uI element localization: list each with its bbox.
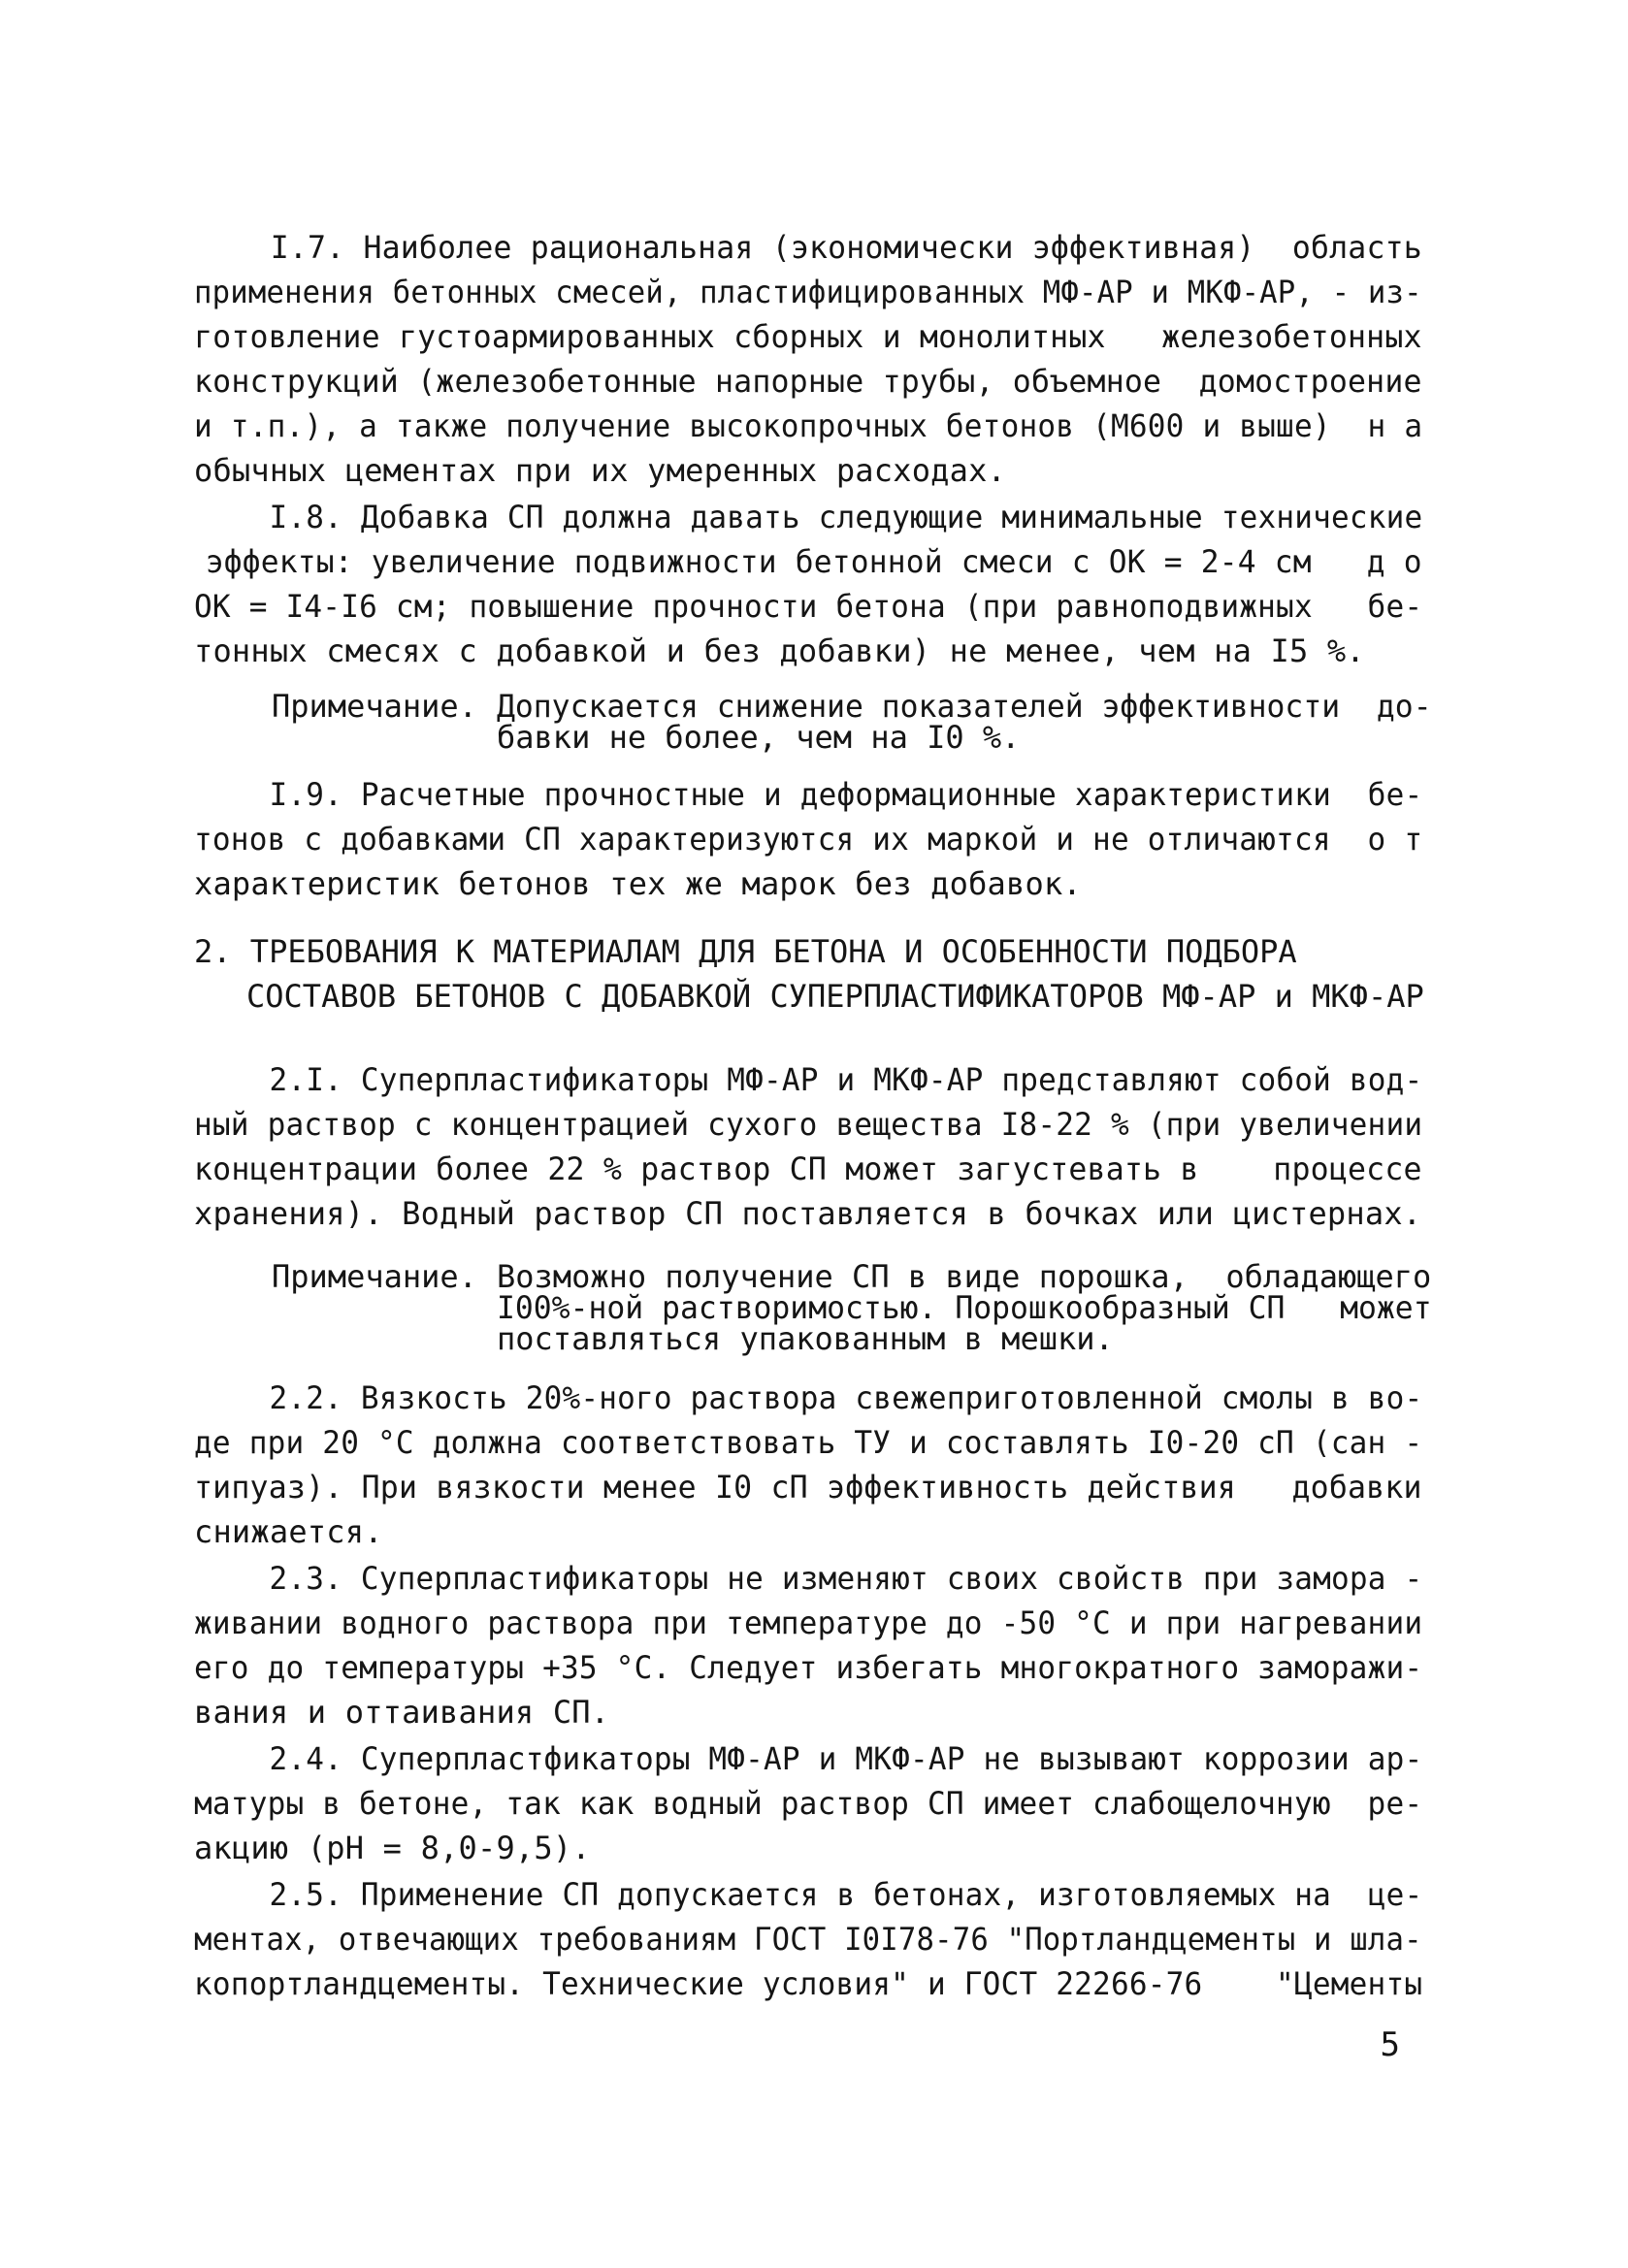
text-line: акцию (рН = 8,0-9,5). <box>194 1830 591 1866</box>
paragraph-1-8 <box>194 495 1426 673</box>
note-line: бавки не более, чем на I0 %. <box>497 719 1021 756</box>
note-label: Примечание. <box>272 688 477 725</box>
text-line: ный раствор с концентрацией сухого вещества I8-22 % (при увеличении <box>194 1106 1423 1143</box>
paragraph-2-1 <box>194 1057 1426 1236</box>
text-line: I.7. Наиболее рациональная (экономически эффективная) область <box>270 229 1422 266</box>
text-line: I.9. Расчетные прочностные и деформационные характеристики бе- <box>269 776 1423 813</box>
note-1 <box>272 688 1436 759</box>
text-line: 2.3. Суперпластификаторы не изменяют своих свойств при замора - <box>269 1560 1423 1597</box>
text-line: I.8. Добавка СП должна давать следующие минимальные технические <box>269 499 1423 535</box>
paragraph-2-2 <box>194 1376 1426 1554</box>
text-line: конструкций (железобетонные напорные трубы, объемное домостроение <box>194 363 1422 400</box>
paragraph-2-5 <box>194 1872 1426 2006</box>
text-line: 2.4. Суперпластфикаторы МФ-АР и МКФ-АР не вызывают коррозии ар- <box>269 1740 1423 1777</box>
paragraph-1-7 <box>194 225 1426 493</box>
text-line: матуры в бетоне, так как водный раствор СП имеет слабощелочную ре- <box>194 1785 1423 1822</box>
text-line: ОК = I4-I6 см; повышение прочности бетона (при равноподвижных бе- <box>194 588 1423 625</box>
text-line: применения бетонных смесей, пластифицированных МФ-АР и МКФ-АР, - из- <box>194 274 1422 310</box>
note-2 <box>272 1258 1436 1358</box>
text-line: хранения). Водный раствор СП поставляется в бочках или цистернах. <box>194 1195 1422 1232</box>
text-line: 2.I. Суперпластификаторы МФ-АР и МКФ-АР представляют собой вод- <box>269 1061 1423 1098</box>
page-number: 5 <box>1380 2025 1400 2064</box>
heading-line: 2. ТРЕБОВАНИЯ К МАТЕРИАЛАМ ДЛЯ БЕТОНА И ОСОБЕННОСТИ ПОДБОРА <box>194 933 1297 970</box>
text-line: типуаз). При вязкости менее I0 сП эффективность действия добавки <box>194 1469 1422 1506</box>
text-line: обычных цементах при их умеренных расходах. <box>194 452 1007 489</box>
text-line: его до температуры +35 °С. Следует избегать многократного заморажи- <box>194 1649 1423 1686</box>
note-label: Примечание. <box>272 1258 477 1295</box>
text-line: концентрации более 22 % раствор СП может загустевать в процессе <box>194 1150 1422 1187</box>
text-line: де при 20 °С должна соответствовать ТУ и составлять I0-20 сП (сан - <box>194 1424 1423 1461</box>
text-line: тонных смесях с добавкой и без добавки) не менее, чем на I5 %. <box>194 632 1365 669</box>
text-line: и т.п.), а также получение высокопрочных бетонов (М600 и выше) н а <box>194 407 1423 444</box>
heading-line: СОСТАВОВ БЕТОНОВ С ДОБАВКОЙ СУПЕРПЛАСТИФИКАТОРОВ МФ-АР и МКФ-АР <box>246 978 1424 1015</box>
paragraph-1-9 <box>194 772 1426 906</box>
text-line: снижается. <box>194 1513 383 1550</box>
paragraph-2-3 <box>194 1556 1426 1734</box>
text-line: живании водного раствора при температуре до -50 °С и при нагревании <box>194 1604 1423 1641</box>
note-line: I00%-ной растворимостью. Порошкообразный СП может <box>497 1289 1432 1326</box>
note-line: поставляться упакованным в мешки. <box>497 1320 1114 1357</box>
paragraph-2-4 <box>194 1736 1426 1870</box>
text-line: 2.2. Вязкость 20%-ного раствора свежеприготовленной смолы в во- <box>269 1379 1423 1416</box>
text-line: готовление густоармированных сборных и монолитных железобетонных <box>194 318 1422 355</box>
note-line: Допускается снижение показателей эффективности до- <box>497 688 1432 725</box>
text-line: ментах, отвечающих требованиям ГОСТ I0I78-76 "Портландцементы и шла- <box>194 1921 1422 1958</box>
text-line: тонов с добавками СП характеризуются их маркой и не отличаются о т <box>194 821 1423 858</box>
text-line: копортландцементы. Технические условия" и ГОСТ 22266-76 "Цементы <box>194 1965 1423 2002</box>
section-2-heading <box>194 929 1455 1019</box>
text-line: эффекты: увеличение подвижности бетонной смеси с ОК = 2-4 см д о <box>205 543 1422 580</box>
note-line: Возможно получение СП в виде порошка, обладающего <box>497 1258 1432 1295</box>
text-line: характеристик бетонов тех же марок без добавок. <box>194 865 1082 902</box>
text-line: 2.5. Применение СП допускается в бетонах, изготовляемых на це- <box>269 1876 1423 1913</box>
text-line: вания и оттаивания СП. <box>194 1694 610 1731</box>
